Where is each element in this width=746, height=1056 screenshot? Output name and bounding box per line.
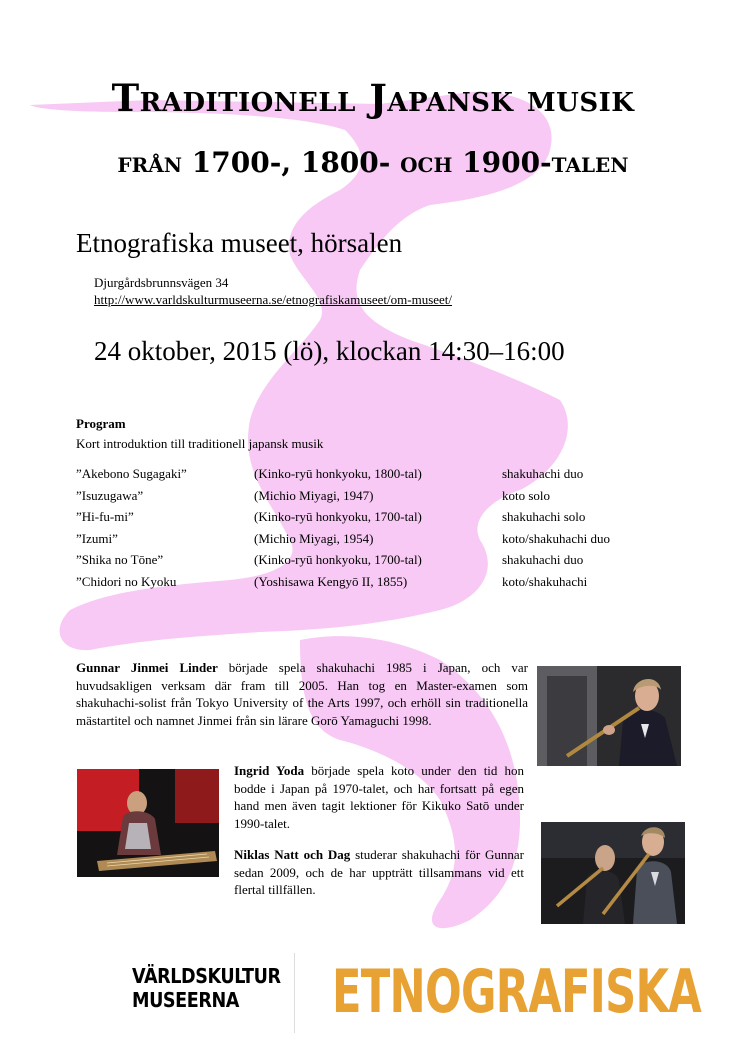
piece-title: ”Chidori no Kyoku: [76, 573, 177, 589]
program-intro: Kort introduktion till traditionell japansk musik: [76, 436, 324, 451]
photo-ingrid-koto: [77, 769, 219, 877]
event-datetime: 24 oktober, 2015 (lö), klockan 14:30–16:00: [94, 336, 565, 366]
piece-source: (Kinko-ryū honkyoku, 1700-tal): [254, 509, 422, 525]
venue-url-link[interactable]: http://www.varldskulturmuseerna.se/etnografiskamuseet/om-museet/: [94, 292, 453, 307]
piece-source: (Kinko-ryū honkyoku, 1800-tal): [254, 466, 422, 481]
venue-address-block: [94, 274, 452, 308]
piece-source: (Michio Miyagi, 1947): [254, 487, 374, 503]
program-heading: Program: [76, 416, 126, 431]
program-row: [76, 552, 676, 574]
bio-niklas-dag-text: studerar shakuhachi för Gunnar sedan 2009, och de har uppträtt tillsammans vid ett flertal tillfällen.: [234, 847, 524, 897]
photo-niklas-dag-duo: [541, 822, 685, 924]
bio-gunnar-name: Gunnar Jinmei Linder: [76, 660, 218, 675]
piece-instrument: shakuhachi duo: [502, 552, 584, 568]
piece-title: ”Shika no Tōne”: [76, 552, 164, 568]
piece-title: ”Akebono Sugagaki”: [76, 466, 187, 481]
bio-ingrid-text: började spela koto under den tid hon bodde i Japan på 1970-talet, och har fortsatt på egen hand men även tagit lektioner för Kikuko Satō under 1990-talet.: [234, 763, 524, 831]
piece-instrument: shakuhachi solo: [502, 509, 586, 525]
poster-subtitle: från 1700-, 1800- och 1900-talen: [117, 146, 629, 179]
poster-title: Traditionell Japansk musik: [111, 76, 635, 120]
logo-line-2: MUSEERNA: [132, 988, 239, 1012]
program-list: [76, 466, 676, 596]
program-row: [76, 574, 676, 596]
logo-line-1: VÄRLDSKULTUR: [132, 964, 281, 988]
logo-divider: [294, 953, 295, 1033]
logo-varldskulturmuseerna: [132, 964, 281, 1012]
logo-etnografiska: ETNOGRAFISKA: [332, 957, 701, 1027]
program-row: [76, 488, 676, 510]
bio-niklas-dag-name: Niklas Natt och Dag: [234, 847, 351, 862]
piece-title: ”Isuzugawa”: [76, 487, 144, 503]
venue-name: Etnografiska museet, hörsalen: [76, 228, 403, 258]
piece-source: (Michio Miyagi, 1954): [254, 530, 374, 546]
bio-niklas-dag: [234, 846, 524, 899]
bio-ingrid: [234, 762, 524, 832]
venue-address: Djurgårdsbrunnsvägen 34: [94, 275, 229, 290]
photo-gunnar-shakuhachi: [537, 666, 681, 766]
piece-instrument: shakuhachi duo: [502, 466, 584, 481]
piece-title: ”Izumi”: [76, 530, 118, 546]
piece-title: ”Hi-fu-mi”: [76, 509, 134, 525]
piece-instrument: koto solo: [502, 487, 551, 503]
program-row: [76, 466, 676, 488]
piece-source: (Yoshisawa Kengyō II, 1855): [254, 573, 408, 589]
program-row: [76, 531, 676, 553]
bio-gunnar: [76, 659, 528, 729]
piece-instrument: koto/shakuhachi duo: [502, 530, 610, 546]
program-row: [76, 509, 676, 531]
bio-ingrid-name: Ingrid Yoda: [234, 763, 305, 778]
piece-instrument: koto/shakuhachi: [502, 573, 588, 589]
bio-gunnar-text: började spela shakuhachi 1985 i Japan, och var huvudsakligen verksam där fram till 2005. Han tog en Master-examen som shakuhachi-solist från Tokyo University of the Arts 1997, och erhöll sin traditionella mästartitel och namnet Jinmei från sin lärare Gorō Yamaguchi 1998.: [76, 660, 528, 728]
piece-source: (Kinko-ryū honkyoku, 1700-tal): [254, 552, 422, 568]
